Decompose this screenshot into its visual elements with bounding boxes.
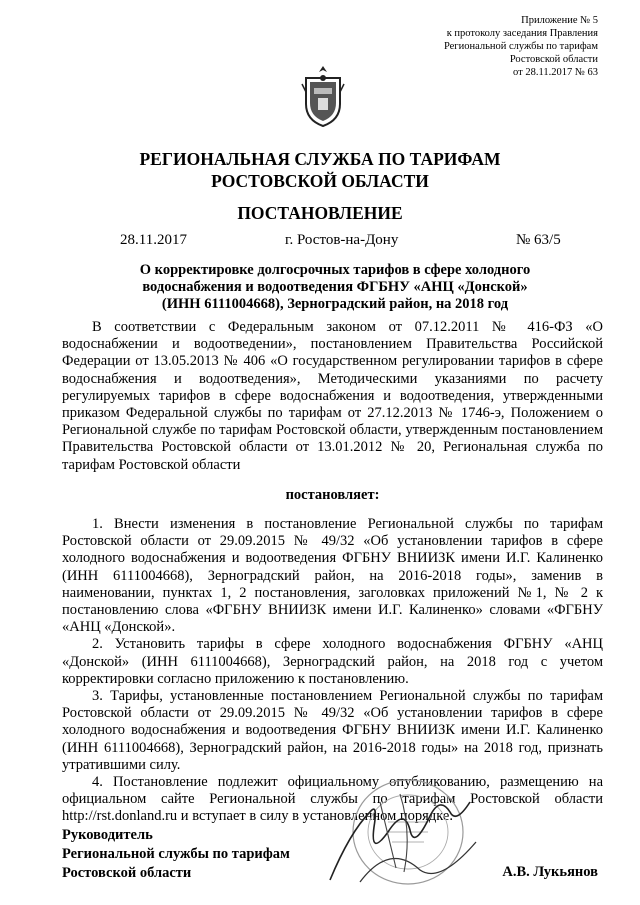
org-title [0, 148, 640, 192]
document-type: ПОСТАНОВЛЕНИЕ [237, 203, 403, 223]
document-date: 28.11.2017 [120, 232, 187, 248]
subject-line: (ИНН 6111004668), Зерноградский район, на 2018 год [161, 296, 509, 312]
org-title-line: РОСТОВСКОЙ ОБЛАСТИ [211, 171, 429, 191]
appendix-line: Региональной службы по тарифам [443, 41, 598, 52]
resolution-item: 4. Постановление подлежит официальному опубликованию, размещению на официальном сайте Региональной службы по тарифам Ростовской области http://rst.donland.ru и вступает в силу в установленном порядке. [62, 774, 603, 825]
appendix-line: к протоколу заседания Правления [446, 28, 598, 39]
document-city: г. Ростов-на-Дону [285, 232, 399, 248]
coat-of-arms-icon [300, 64, 346, 128]
appendix-note [444, 14, 598, 79]
resolution-item: 1. Внести изменения в постановление Региональной службы по тарифам Ростовской области от 29.09.2015 № 49/32 «Об установлении тарифов в сфере холодного водоснабжения и водоотведения ФГБНУ ВНИИЗК имени И.Г. Калиненко (ИНН 6111004668), Зерноградский район, на 2016-2018 годы», заменив в наименовании, пунктах 1, 2 постановления, заголовках приложений №1, № 2 к постановлению слова «ФГБНУ ВНИИЗК имени И.Г. Калиненко» словами «ФГБНУ «АНЦ «Донской». [62, 516, 603, 636]
org-title-line: РЕГИОНАЛЬНАЯ СЛУЖБА ПО ТАРИФАМ [139, 149, 501, 169]
signature-block [62, 826, 290, 883]
signer-name: А.В. Лукьянов [502, 864, 598, 880]
signature-line: Ростовской области [62, 865, 192, 881]
signature-line: Региональной службы по тарифам [62, 846, 290, 862]
subject-line: водоснабжения и водоотведения ФГБНУ «АНЦ «Донской» [142, 279, 528, 295]
handwritten-signature [300, 772, 490, 892]
appendix-line: Приложение № 5 [521, 15, 598, 26]
appendix-line: от 28.11.2017 № 63 [513, 67, 598, 78]
resolution-item: 3. Тарифы, установленные постановлением Региональной службы по тарифам Ростовской области от 29.09.2015 № 49/32 «Об установлении тарифов в сфере холодного водоснабжения и водоотведения ФГБНУ ВНИИЗК имени И.Г. Калиненко (ИНН 6111004668), Зерноградский район, на 2016-2018 годы» на 2018 год, признать утратившими силу. [62, 688, 603, 773]
resolves-heading: постановляет: [285, 486, 380, 503]
document-number: № 63/5 [516, 232, 561, 248]
signature-line: Руководитель [62, 827, 153, 843]
appendix-line: Ростовской области [509, 54, 598, 65]
document-body [62, 319, 603, 826]
resolution-item: 2. Установить тарифы в сфере холодного водоснабжения ФГБНУ «АНЦ «Донской» (ИНН 6111004668), Зерноградский район, на 2018 год с учетом корректировки согласно приложению к постановлению. [62, 636, 603, 687]
preamble-paragraph: В соответствии с Федеральным законом от 07.12.2011 № 416-ФЗ «О водоснабжении и водоотведении», постановлением Правительства Российской Федерации от 13.05.2013 № 406 «О государственном регулировании тарифов в сфере водоснабжения и водоотведения», Методическими указаниями по расчету регулируемых тарифов в сфере водоснабжения и водоотведения, утвержденными приказом Федеральной службы по тарифам от 27.12.2013 № 1746-э, Положением о Региональной службе по тарифам Ростовской области, утвержденным постановлением Правительства Ростовской области от 13.01.2012 № 20, Региональная служба по тарифам Ростовской области [62, 319, 603, 473]
document-subject [100, 262, 570, 313]
subject-line: О корректировке долгосрочных тарифов в сфере холодного [139, 262, 531, 278]
